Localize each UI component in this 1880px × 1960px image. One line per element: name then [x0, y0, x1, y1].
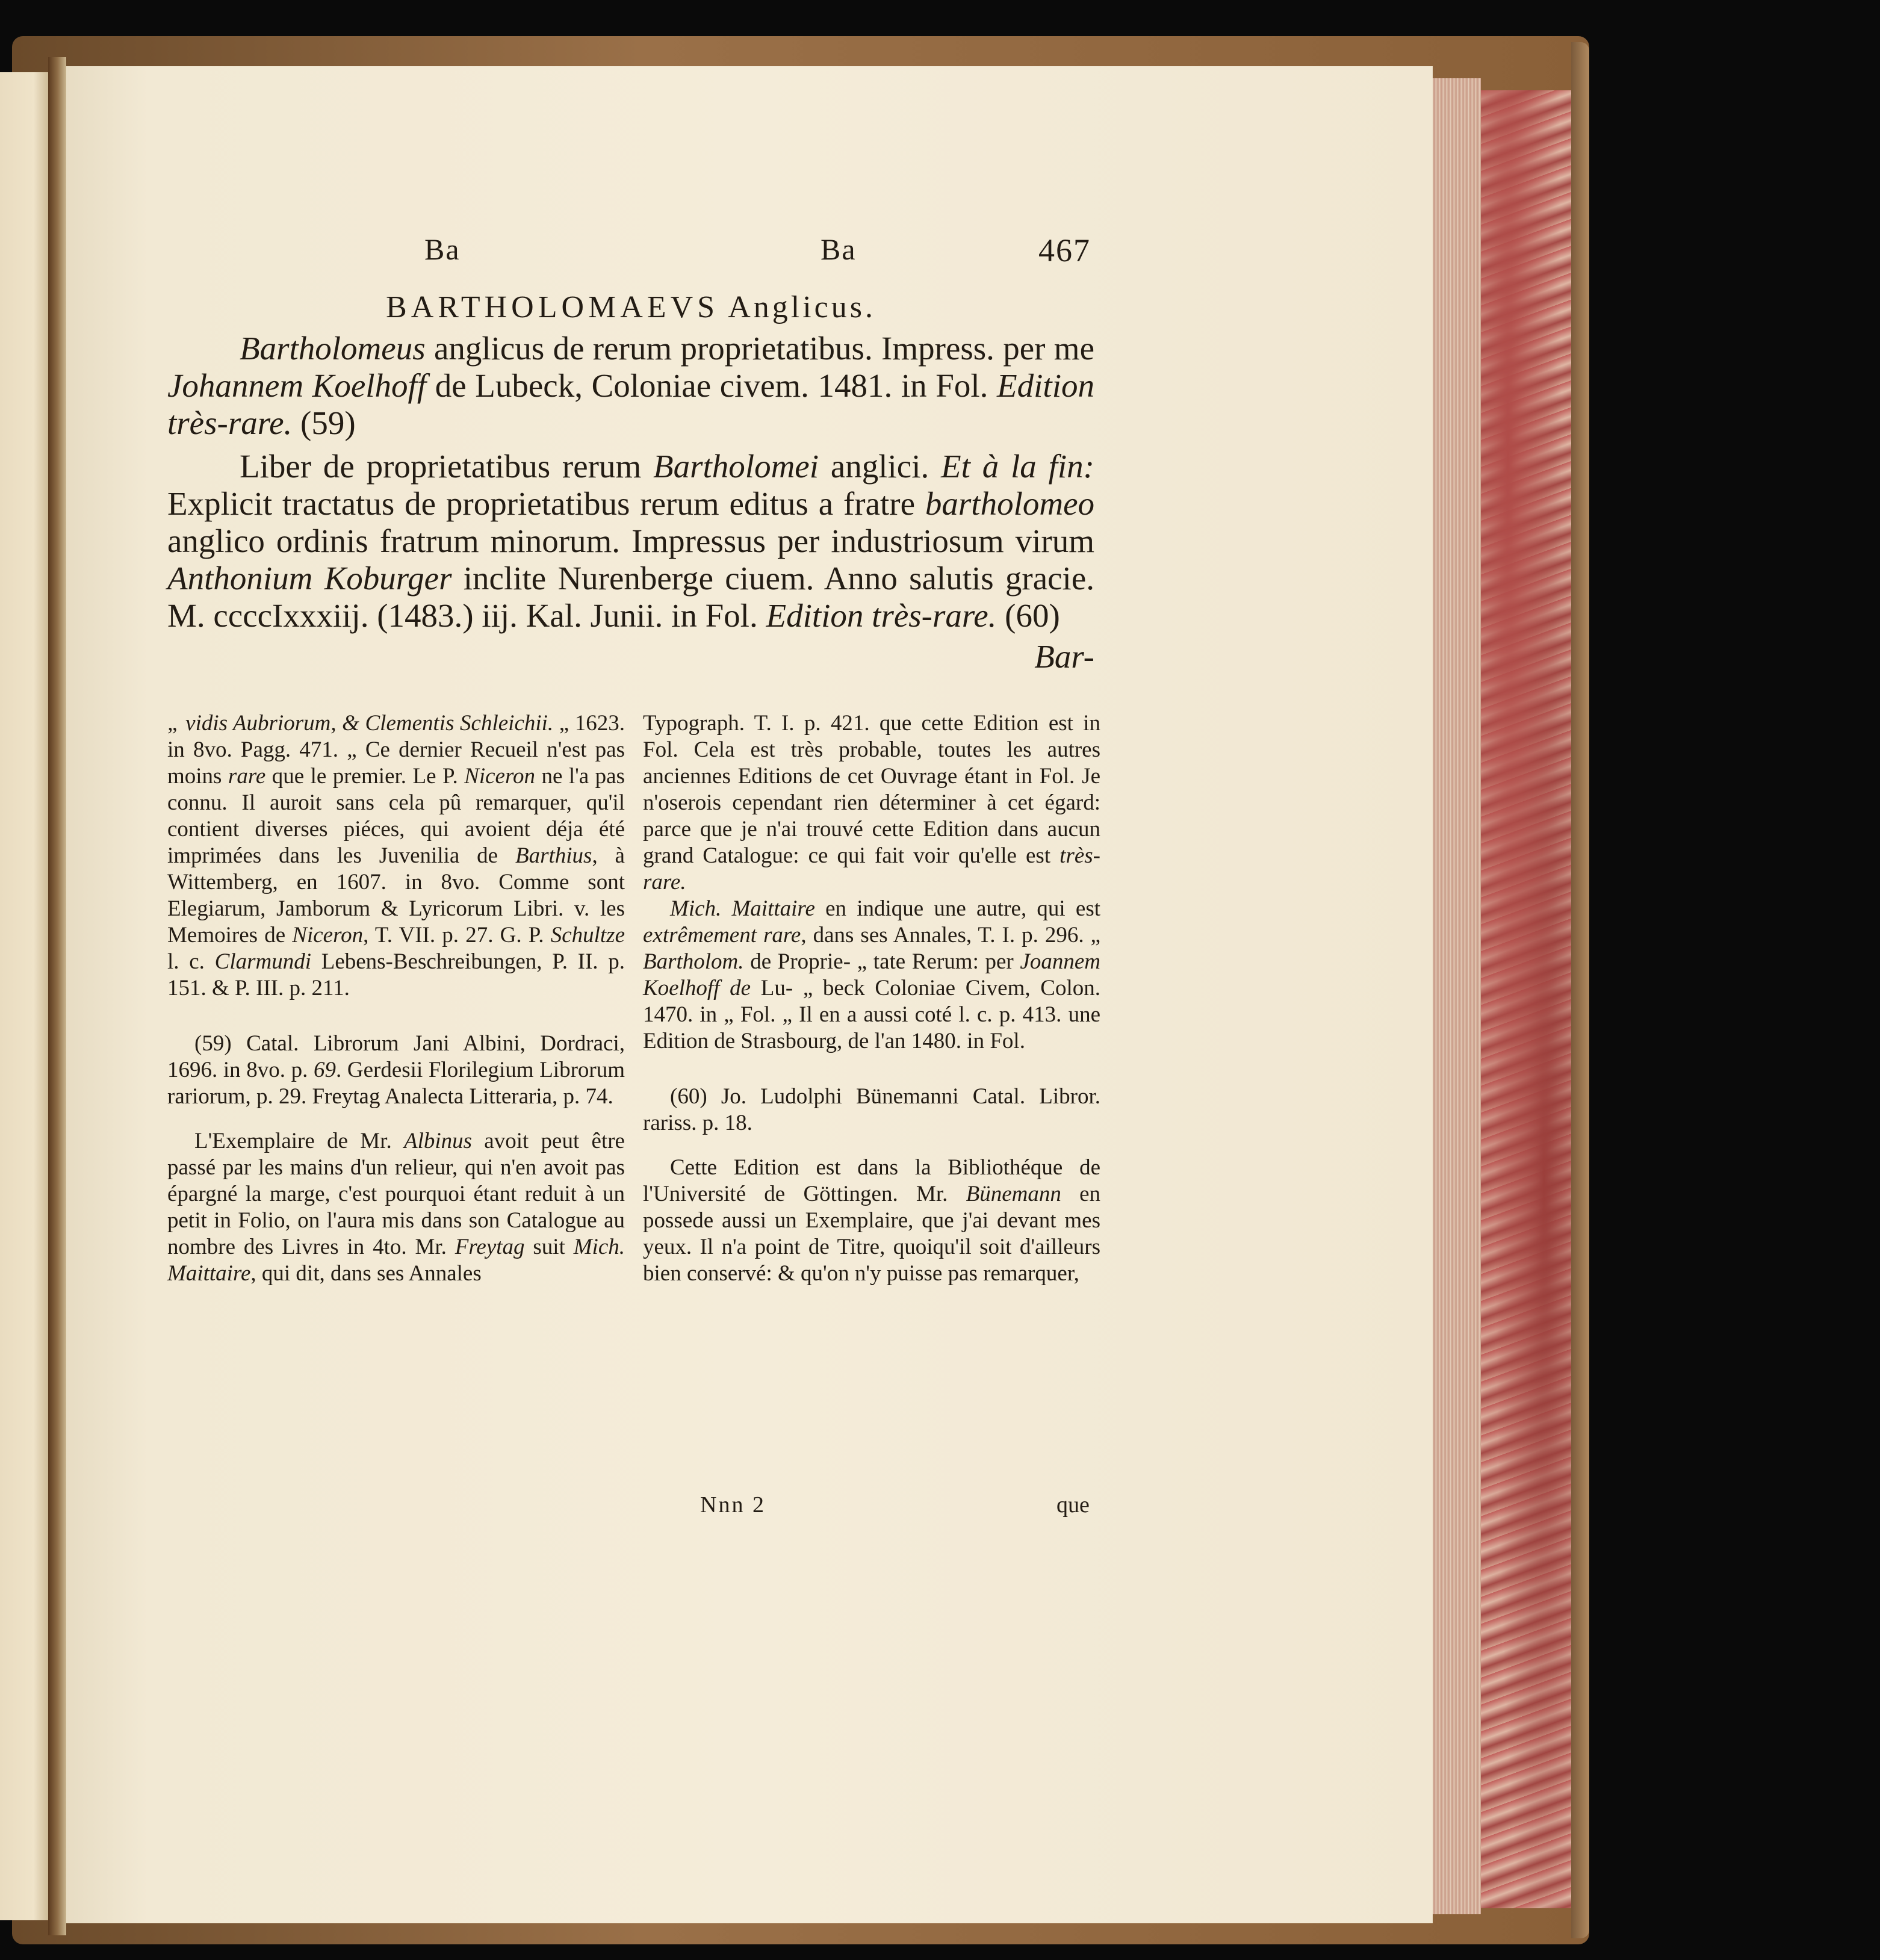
- main-entries: [167, 277, 1094, 675]
- right-maittaire: [643, 896, 1100, 1055]
- right-cont-b: très-rare.: [643, 843, 1100, 895]
- note-cont-d: que le premier. Le P.: [265, 764, 465, 789]
- right-m-g: Joannem Koelhoff de: [643, 949, 1100, 1000]
- entry-59-text: anglicus de rerum proprietatibus. Impress. per me: [425, 330, 1094, 367]
- note-cont-i: Niceron: [292, 923, 364, 947]
- note-cont-j: , T. VII. p. 27. G. P.: [363, 923, 551, 947]
- entry-60-text-a: Liber de proprietatibus rerum: [240, 448, 654, 485]
- entry-59-author: Bartholomeus: [240, 330, 426, 367]
- comm-f: Mich. Maittaire: [167, 1235, 625, 1286]
- notes-right-column: [643, 710, 1100, 1287]
- running-head-center: Ba: [821, 232, 857, 266]
- comm-e: suit: [524, 1235, 574, 1259]
- entry-60-rarity: Edition très-rare.: [766, 597, 997, 634]
- note-cont-c: rare: [228, 764, 266, 789]
- entry-60-author: Bartholomei: [653, 448, 819, 485]
- entry-59-printer: Johannem Koelhoff: [167, 367, 427, 404]
- right-continuation: [643, 710, 1100, 896]
- signature-mark: Nnn 2: [700, 1492, 766, 1518]
- heading-name: BARTHOLOMAEVS: [386, 290, 719, 324]
- running-head-left: Ba: [424, 232, 461, 266]
- entry-59-imprint: de Lubeck, Coloniae civem. 1481. in Fol.: [426, 367, 997, 404]
- entry-59-rarity: Edition très-rare.: [167, 367, 1094, 441]
- heading-suffix: Anglicus.: [728, 290, 876, 324]
- note-cont-b: „ 1623. in 8vo. Pagg. 471. „ Ce dernier Recueil n'est pas moins: [167, 711, 625, 789]
- entry-60-note-ref: (60): [996, 597, 1060, 634]
- entry-59: [167, 330, 1094, 442]
- entry-heading: [167, 289, 1094, 326]
- comm-b: Albinus: [403, 1129, 473, 1153]
- note-cont-l: l. c.: [167, 949, 215, 974]
- right-m-c: extrêmement rare: [643, 923, 801, 947]
- note-cont-m: Clarmundi: [214, 949, 311, 974]
- right-m-h: Lu- „ beck Coloniae Civem, Colon. 1470. in „ Fol. „ Il en a aussi coté l. c. p. 413. une Edition de Strasbourg, de l'an 1480. in Fol.: [643, 976, 1100, 1053]
- page-number: 467: [1038, 232, 1091, 268]
- entry-60-text-d: anglico ordinis fratrum minorum. Impressus per industriosum virum: [167, 523, 1094, 559]
- page-fore-edge: [1433, 78, 1481, 1914]
- note-continuation: [167, 710, 625, 1002]
- entry-60-text-c: Explicit tractatus de proprietatibus rerum editus a fratre: [167, 485, 925, 522]
- catchword-footer: que: [1056, 1492, 1090, 1518]
- left-page-edge: [0, 72, 48, 1920]
- right-c-b: Bünemann: [966, 1182, 1061, 1206]
- note-cont-n: Lebens-Beschreibungen, P. II. p. 151. & P. III. p. 211.: [167, 949, 625, 1000]
- comm-g: , qui dit, dans ses Annales: [250, 1261, 482, 1286]
- right-c-c: en possede aussi un Exemplaire, que j'ai devant mes yeux. Il n'a point de Titre, quoiqu'il soit d'ailleurs bien conservé: & qu'on n'y puisse pas remarquer,: [643, 1182, 1100, 1286]
- note-cont-k: Schultze: [550, 923, 625, 947]
- entry-60-colophon-label: Et à la fin:: [941, 448, 1094, 485]
- right-c-a: Cette Edition est dans la Bibliothéque de l'Université de Göttingen. Mr.: [643, 1155, 1100, 1206]
- right-cont-a: Typograph. T. I. p. 421. que cette Edition est in Fol. Cela est très probable, toutes les autres anciennes Editions de cet Ouvrage étant in Fol. Je n'oserois cependant rien déterminer à cet égard: parce que je n'ai trouvé cette Edition dans aucun grand Catalogue: ce qui fait voir qu'elle est: [643, 711, 1100, 868]
- entry-60-author-b: bartholomeo: [925, 485, 1094, 522]
- comm-a: L'Exemplaire de Mr.: [194, 1129, 404, 1153]
- book-gutter: [48, 57, 66, 1935]
- notes-left-column: [167, 710, 625, 1287]
- note-cont-h: , à Wittemberg, en 1607. in 8vo. Comme sont Elegiarum, Jamborum & Lyricorum Libri. v. les Memoires de: [167, 843, 625, 947]
- note-59: [167, 1031, 625, 1110]
- note-cont-g: Barthius: [515, 843, 592, 868]
- note-cont-f: ne l'a pas connu. Il auroit sans cela pû remarquer, qu'il contient diverses piéces, qui avoient déja été imprimées dans les Juvenilia de: [167, 764, 625, 868]
- right-m-b: en indique une autre, qui est: [814, 896, 1100, 921]
- note-cont-a: „ vidis Aubriorum, & Clementis Schleichii.: [167, 711, 554, 736]
- note-59-c: . Gerdesii Florilegium Librorum rariorum, p. 29. Freytag Analecta Litteraria, p. 74.: [167, 1058, 625, 1109]
- comm-d: Freytag: [454, 1235, 525, 1259]
- note-60: (60) Jo. Ludolphi Bünemanni Catal. Libror. rariss. p. 18.: [643, 1084, 1100, 1135]
- note-59-b: 69: [314, 1058, 337, 1082]
- right-m-d: , dans ses Annales, T. I. p. 296. „: [801, 923, 1100, 947]
- catchword-main: Bar-: [1034, 638, 1094, 675]
- marbled-endpaper: [1481, 90, 1571, 1908]
- note-59-a: (59) Catal. Librorum Jani Albini, Dordraci, 1696. in 8vo. p.: [167, 1031, 625, 1082]
- board-edge: [1571, 42, 1589, 1938]
- note-59-commentary: [167, 1128, 625, 1287]
- note-60-commentary: [643, 1155, 1100, 1287]
- entry-59-note-ref: (59): [292, 405, 356, 441]
- entry-60: [167, 448, 1094, 634]
- entry-60-imprint: inclite Nurenberge ciuem. Anno salutis gracie. M. ccccIxxxiij. (1483.) iij. Kal. Junii. in Fol.: [167, 560, 1094, 634]
- right-m-f: de Proprie- „ tate Rerum: per: [743, 949, 1020, 974]
- entry-60-text-b: anglici.: [819, 448, 942, 485]
- comm-c: avoit peut être passé par les mains d'un relieur, qui n'en avoit pas épargné la marge, c'est pourquoi étant reduit à un petit in Folio, on l'aura mis dans son Catalogue au nombre des Livres in 4to. Mr.: [167, 1129, 625, 1259]
- note-cont-e: Niceron: [464, 764, 535, 789]
- right-m-e: Bartholom.: [643, 949, 744, 974]
- entry-60-printer: Anthonium Koburger: [167, 560, 452, 597]
- right-m-a: Mich. Maittaire: [670, 896, 815, 921]
